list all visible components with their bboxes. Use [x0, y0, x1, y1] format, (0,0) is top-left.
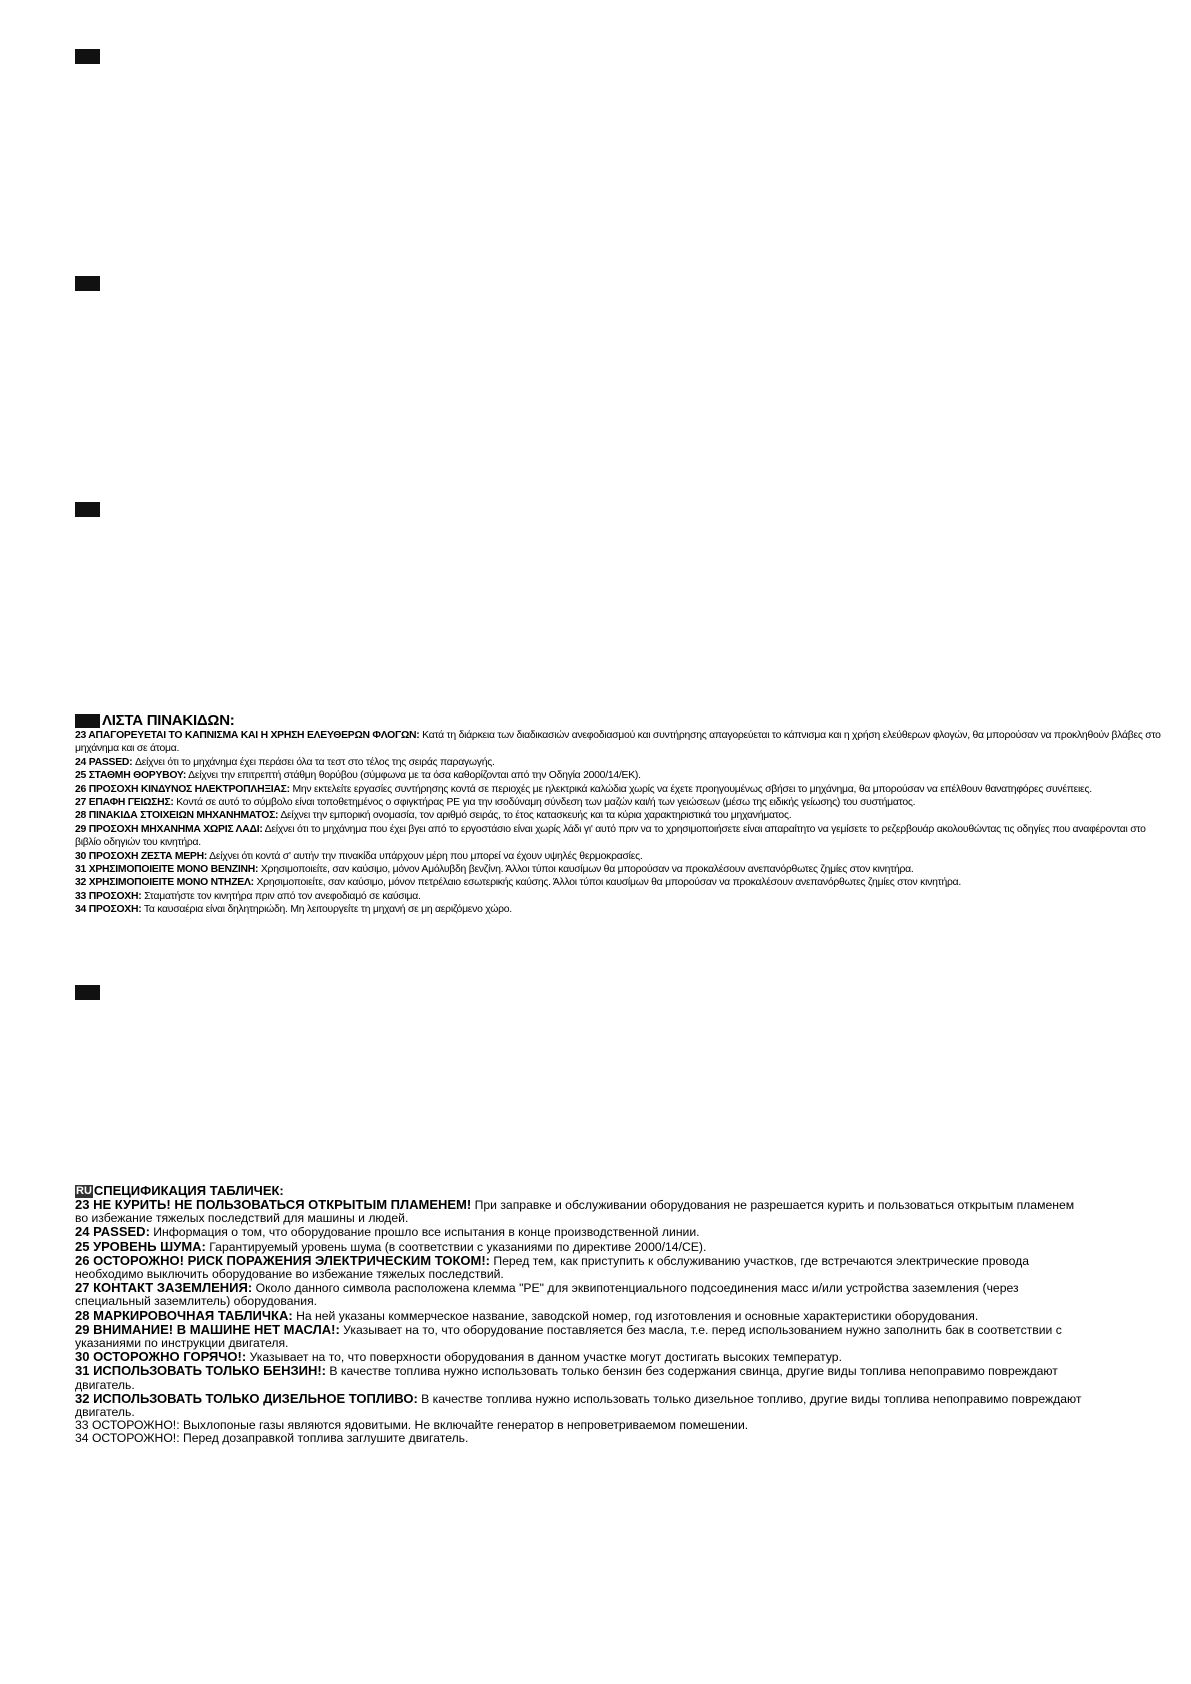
item-title: 23 НЕ КУРИТЬ! НЕ ПОЛЬЗОВАТЬСЯ ОТКРЫТЫМ ПЛАМЕНЕМ! — [75, 1197, 472, 1212]
item-text: Указывает на то, что поверхности оборудования в данном участке могут достигать высоких температур. — [246, 1350, 842, 1365]
item-text: Перед тем, как приступить к обслуживанию участков, где встречаются электрические провода необходимо выключить оборудование во избежание тяжелых последствий. — [75, 1253, 1030, 1282]
item-title: 32 ИСПОЛЬЗОВАТЬ ТОЛЬКО ДИЗЕЛЬНОЕ ТОПЛИВО: — [75, 1390, 418, 1406]
item-text: В качестве топлива нужно использовать только дизельное топливо, другие виды топлива непоправимо повреждают двигатель. — [75, 1391, 1082, 1420]
item-text: Δείχνει ότι το μηχάνημα έχει περάσει όλα τα τεστ στο τέλος της σειράς παραγωγής. — [132, 756, 495, 768]
list-item — [75, 1240, 1085, 1254]
item-title: 32 ΧΡΗΣΙΜΟΠΟΙΕΙΤΕ ΜΟΝΟ ΝΤΗΖΕΛ: — [75, 877, 254, 889]
item-text: При заправке и обслуживании оборудования не разрешается курить и пользоваться открытым пламенем во избежание тяжелых последствий для машины и людей. — [75, 1198, 1075, 1226]
item-title: 33 ОСТОРОЖНО!: — [75, 1418, 180, 1433]
item-text: Δείχνει ότι κοντά σ' αυτήν την πινακίδα υπάρχουν μέρη που μπορεί να έχουν υψηλές θερμοκρασίες. — [207, 850, 643, 862]
item-title: 26 ΠΡΟΣΟΧΗ ΚΙΝΔΥΝΟΣ ΗΛΕΚΤΡΟΠΛΗΞΙΑΣ: — [75, 783, 290, 795]
list-item — [75, 823, 1165, 850]
item-text: Δείχνει την εμπορική ονομασία, τον αριθμό σειράς, το έτος κατασκευής και τα κύρια χαρακτηριστικά του μηχανήματος. — [278, 810, 792, 822]
item-text: Μην εκτελείτε εργασίες συντήρησης κοντά σε περιοχές με ηλεκτρικά καλώδια χωρίς να έχετε προηγουμένως σβήσει το μηχάνημα, θα μπορούσαν να επέλθουν θανατηφόρες συνέπειες. — [289, 783, 1092, 795]
item-title: 27 КОНТАКТ ЗАЗЕМЛЕНИЯ: — [75, 1280, 253, 1296]
russian-heading-text: СПЕЦИФИКАЦИЯ ТАБЛИЧЕК: — [93, 1183, 284, 1198]
greek-items — [75, 729, 1165, 917]
item-title: 34 ΠΡΟΣΟΧΗ: — [75, 904, 142, 916]
list-item — [75, 1392, 1085, 1419]
list-item — [75, 1225, 1085, 1239]
item-title: 28 МАРКИРОВОЧНАЯ ТАБЛИЧКА: — [75, 1307, 293, 1323]
russian-items — [75, 1198, 1085, 1446]
item-title: 25 ΣΤΑΘΜΗ ΘΟΡΥΒΟΥ: — [75, 770, 187, 782]
list-item — [75, 1323, 1085, 1350]
item-text: На ней указаны коммерческое название, заводской номер, год изготовления и основные характеристики оборудования. — [292, 1308, 979, 1323]
item-title: 28 ΠΙΝΑΚΙΔΑ ΣΤΟΙΧΕΙΩΝ ΜΗΧΑΝΗΜΑΤΟΣ: — [75, 810, 279, 822]
list-item — [75, 1254, 1085, 1281]
item-text: Δείχνει ότι το μηχάνημα που έχει βγει από το εργοστάσιο είναι χωρίς λάδι γι' αυτό πριν να το χρησιμοποιήσετε είναι απαραίτητο να γεμίσετε το ρεζερβουάρ ακολουθώντας τις οδηγίες που αναφέρονται στο βιβλίο οδηγιών του κινητήρα. — [75, 823, 1146, 849]
item-text: Около данного символа расположена клемма "PE" для эквипотенциального подсоединения масс и/или устройства заземления (через специальный заземлитель) оборудования. — [75, 1281, 1019, 1309]
item-title: 25 УРОВЕНЬ ШУМА: — [75, 1238, 206, 1254]
list-item — [75, 903, 1165, 916]
item-title: 33 ΠΡΟΣΟΧΗ: — [75, 890, 142, 902]
section-marker — [75, 985, 100, 1000]
list-item — [75, 1309, 1085, 1323]
list-item — [75, 1198, 1085, 1225]
list-item — [75, 1281, 1085, 1308]
item-text: Выхлопоные газы являются ядовитыми. Не включайте генератор в непроветриваемом помешении. — [179, 1418, 749, 1433]
item-title: 34 ОСТОРОЖНО!: — [75, 1431, 180, 1446]
item-title: 30 ОСТОРОЖНО ГОРЯЧО!: — [75, 1349, 247, 1365]
item-text: Σταματήστε τον κινητήρα πριν από τον ανεφοδιαμό σε καύσιμα. — [141, 890, 421, 902]
section-marker — [75, 714, 100, 728]
list-item — [75, 756, 1165, 769]
item-title: 31 ИСПОЛЬЗОВАТЬ ТОЛЬКО БЕНЗИН!: — [75, 1363, 327, 1379]
language-badge: RU — [76, 1184, 92, 1197]
section-marker — [75, 276, 100, 291]
list-item — [75, 1432, 1085, 1445]
greek-heading-text: ΛΙΣΤΑ ΠΙΝΑΚΙΔΩΝ: — [102, 712, 235, 729]
russian-label-list — [75, 1184, 1085, 1446]
item-text: Перед дозаправкой топлива заглушите двигатель. — [179, 1431, 469, 1446]
list-item — [75, 729, 1165, 756]
list-item — [75, 890, 1165, 903]
item-title: 27 ΕΠΑΦΗ ΓΕΙΩΣΗΣ: — [75, 797, 174, 809]
item-text: Χρησιμοποιείτε, σαν καύσιμο, μόνον πετρέλαιο εσωτερικής καύσης. Άλλοι τύποι καυσίμων θα μπορούσαν να προκαλέσουν ανεπανόρθωτες ζημίες στον κινητήρα. — [253, 877, 962, 889]
list-item — [75, 1364, 1085, 1391]
russian-heading — [75, 1184, 1085, 1198]
section-marker — [75, 49, 100, 64]
item-title: 29 ВНИМАНИЕ! В МАШИНЕ НЕТ МАСЛА!: — [75, 1321, 340, 1337]
list-item — [75, 863, 1165, 876]
item-title: 31 ΧΡΗΣΙΜΟΠΟΙΕΙΤΕ ΜΟΝΟ ΒΕΝΖΙΝΗ: — [75, 864, 259, 876]
list-item — [75, 850, 1165, 863]
list-item — [75, 783, 1165, 796]
item-text: Указывает на то, что оборудование поставляется без масла, т.е. перед использованием нужно заполнить бак в соответствии с указаниями по инструкции двигателя. — [75, 1322, 1062, 1351]
item-text: Κοντά σε αυτό το σύμβολο είναι τοποθετημένος ο σφιγκτήρας PE για την ισοδύναμη σύνδεση των μαζών και/ή των γειώσεων (μέσω της ειδικής γείωσης) του συστήματος. — [173, 797, 916, 809]
item-title: 30 ΠΡΟΣΟΧΗ ΖΕΣΤΑ ΜΕΡΗ: — [75, 850, 208, 862]
greek-label-list — [75, 713, 1165, 917]
item-text: В качестве топлива нужно использовать только бензин без содержания свинца, другие виды топлива непоправимо повреждают двигатель. — [75, 1364, 1058, 1392]
item-text: Τα καυσαέρια είναι δηλητηριώδη. Μη λειτουργείτε τη μηχανή σε μη αεριζόμενο χώρο. — [141, 904, 512, 916]
item-text: Κατά τη διάρκεια των διαδικασιών ανεφοδιασμού και συντήρησης απαγορεύεται το κάπνισμα και η χρήση ελεύθερων φλογών, θα μπορούσαν να προκληθούν βλάβες στο μηχάνημα και σε άτομα. — [75, 730, 1161, 755]
section-marker — [75, 502, 100, 517]
greek-heading — [75, 713, 1165, 728]
item-title: 29 ΠΡΟΣΟΧΗ ΜΗΧΑΝΗΜΑ ΧΩΡΙΣ ΛΑΔΙ: — [75, 823, 263, 835]
item-title: 24 PASSED: — [75, 756, 133, 768]
item-text: Информация о том, что оборудование прошло все испытания в конце производственной линии. — [149, 1225, 700, 1240]
item-title: 23 ΑΠΑΓΟΡΕΥΕΤΑΙ ΤΟ ΚΑΠΝΙΣΜΑ ΚΑΙ Η ΧΡΗΣΗ ΕΛΕΥΘΕΡΩΝ ΦΛΟΓΩΝ: — [75, 730, 420, 741]
item-text: Гарантируемый уровень шума (в соответствии с указаниями по директиве 2000/14/CE). — [205, 1239, 707, 1254]
list-item — [75, 876, 1165, 889]
item-text: Δείχνει την επιτρεπτή στάθμη θορύβου (σύμφωνα με τα όσα καθορίζονται από την Οδηγία 2000/14/ΕΚ). — [186, 770, 641, 782]
item-title: 24 PASSED: — [75, 1224, 150, 1240]
list-item — [75, 809, 1165, 822]
list-item — [75, 1350, 1085, 1364]
list-item — [75, 769, 1165, 782]
item-title: 26 ОСТОРОЖНО! РИСК ПОРАЖЕНИЯ ЭЛЕКТРИЧЕСКИМ ТОКОМ!: — [75, 1252, 490, 1268]
list-item — [75, 796, 1165, 809]
item-text: Χρησιμοποιείτε, σαν καύσιμο, μόνον Αμόλυβδη βενζίνη. Άλλοι τύποι καυσίμων θα μπορούσαν να προκαλέσουν ανεπανόρθωτες ζημίες στον κινητήρα. — [258, 864, 914, 876]
